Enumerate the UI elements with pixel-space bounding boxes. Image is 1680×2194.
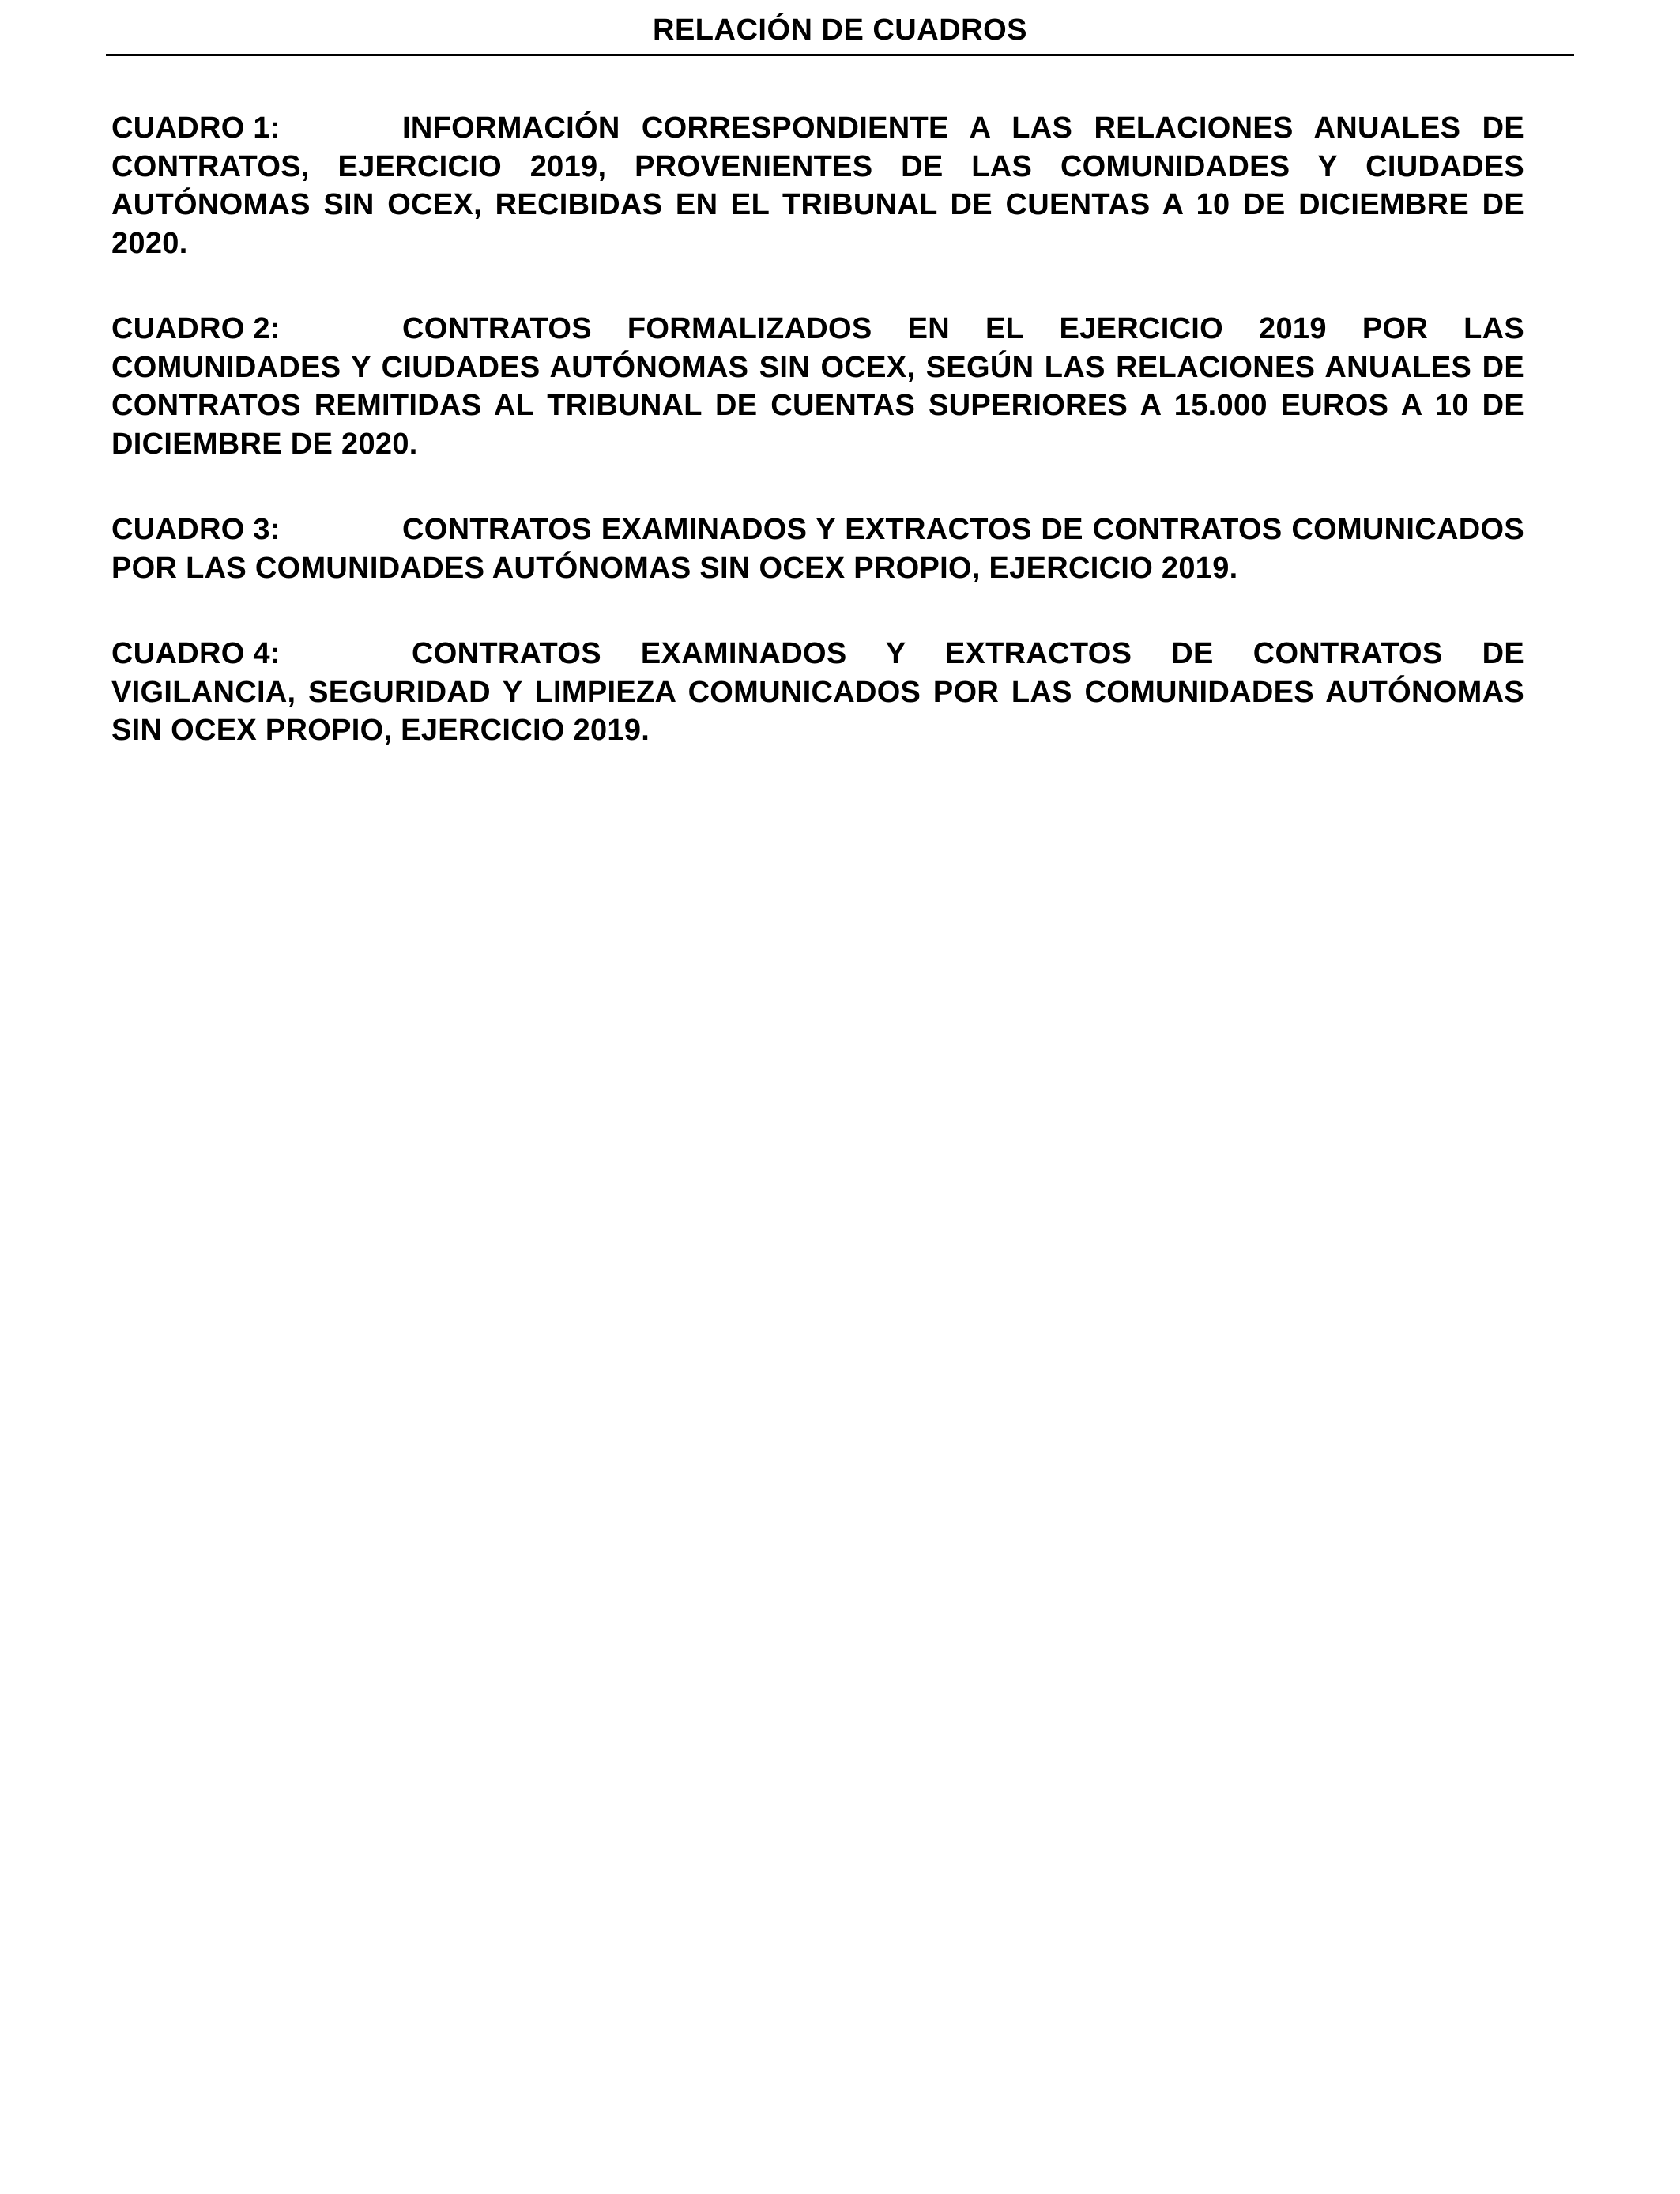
cuadro-2-text: CONTRATOS FORMALIZADOS EN EL EJERCICIO 2019 POR LAS COMUNIDADES Y CIUDADES AUTÓNOMAS SIN OCEX, SEGÚN LAS RELACIONES ANUALES DE CONTRATOS REMITIDAS AL TRIBUNAL DE CUENTAS SUPERIORES A 15.000 EUROS A 10 DE DICIEMBRE DE 2020. [111, 312, 1524, 461]
page-title: RELACIÓN DE CUADROS [653, 13, 1027, 47]
cuadro-3-label: CUADRO 3: [111, 513, 281, 546]
cuadro-4-entry [111, 635, 1524, 750]
cuadro-1-label: CUADRO 1: [111, 111, 281, 145]
page-header [106, 0, 1574, 56]
cuadro-3-text: CONTRATOS EXAMINADOS Y EXTRACTOS DE CONTRATOS COMUNICADOS POR LAS COMUNIDADES AUTÓNOMAS SIN OCEX PROPIO, EJERCICIO 2019. [111, 513, 1524, 585]
cuadro-4-text: CONTRATOS EXAMINADOS Y EXTRACTOS DE CONTRATOS DE VIGILANCIA, SEGURIDAD Y LIMPIEZA COMUNICADOS POR LAS COMUNIDADES AUTÓNOMAS SIN OCEX PROPIO, EJERCICIO 2019. [111, 637, 1524, 747]
cuadro-4-label: CUADRO 4: [111, 637, 281, 670]
cuadro-1-text: INFORMACIÓN CORRESPONDIENTE A LAS RELACIONES ANUALES DE CONTRATOS, EJERCICIO 2019, PROVENIENTES DE LAS COMUNIDADES Y CIUDADES AUTÓNOMAS SIN OCEX, RECIBIDAS EN EL TRIBUNAL DE CUENTAS A 10 DE DICIEMBRE DE 2020. [111, 111, 1524, 260]
cuadros-list [111, 109, 1524, 797]
cuadro-2-entry [111, 310, 1524, 463]
cuadro-3-entry [111, 511, 1524, 587]
cuadro-1-entry [111, 109, 1524, 262]
cuadro-2-label: CUADRO 2: [111, 312, 281, 345]
